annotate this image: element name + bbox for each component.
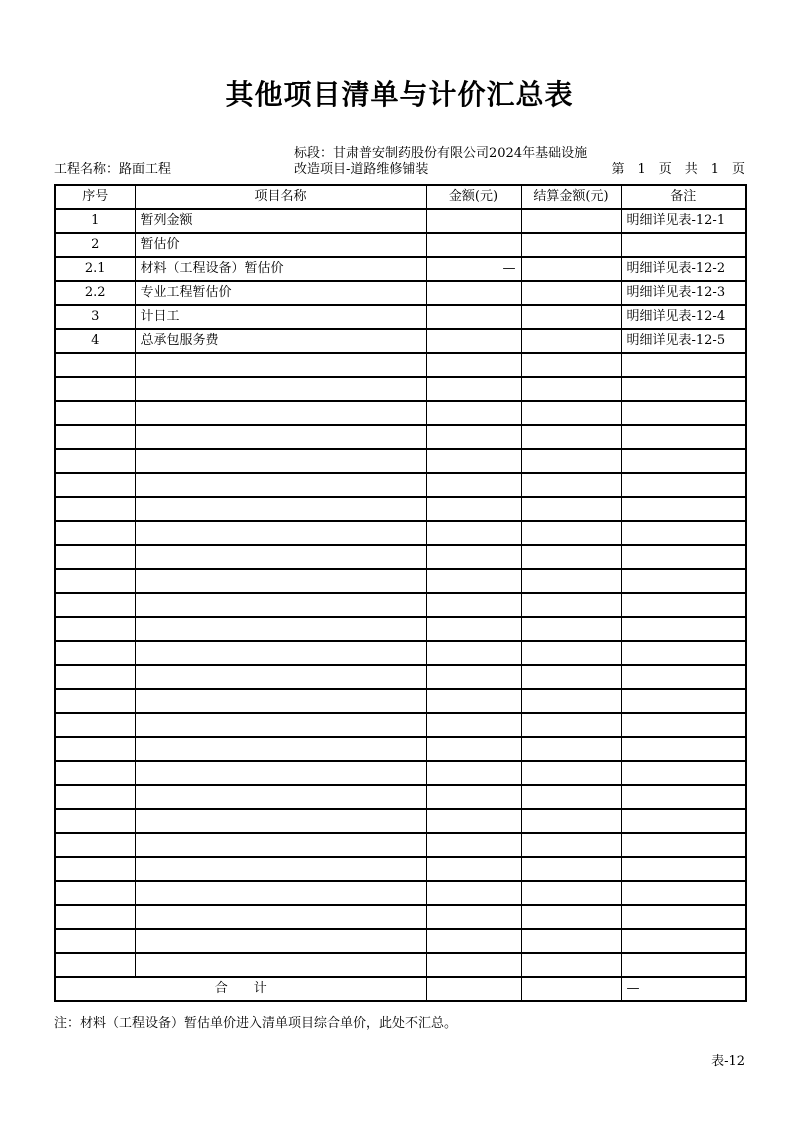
empty-row [55,761,746,785]
cell-settlement [521,617,621,641]
cell-name: 总承包服务费 [135,329,426,353]
table-row [55,257,746,281]
cell-settlement [521,953,621,977]
cell-amount [426,665,521,689]
cell-settlement [521,905,621,929]
cell-amount [426,473,521,497]
cell-note [621,953,746,977]
cell-note: 明细详见表-12-1 [621,209,746,233]
empty-row [55,377,746,401]
empty-row [55,833,746,857]
cell-name [135,689,426,713]
cell-amount [426,497,521,521]
cell-amount [426,785,521,809]
cell-amount [426,713,521,737]
cell-name [135,881,426,905]
empty-row [55,713,746,737]
cell-name [135,641,426,665]
doc-code: 表-12 [711,1054,745,1069]
empty-row [55,857,746,881]
cell-no [55,497,135,521]
empty-row [55,809,746,833]
cell-name [135,425,426,449]
empty-row [55,953,746,977]
cell-note [621,233,746,257]
cell-no: 3 [55,305,135,329]
cell-note [621,521,746,545]
cell-settlement [521,257,621,281]
cell-amount [426,857,521,881]
header-cell: 项目名称 [135,185,426,209]
empty-row [55,545,746,569]
cell-no [55,761,135,785]
cell-settlement [521,569,621,593]
cell-no [55,809,135,833]
cell-note [621,545,746,569]
cell-no [55,545,135,569]
cell-name [135,713,426,737]
cell-amount [426,281,521,305]
cell-amount [426,521,521,545]
page-indicator: 第 1 页 共 1 页 [611,162,745,177]
cell-settlement [521,353,621,377]
cell-note [621,401,746,425]
cell-note [621,593,746,617]
cell-name [135,761,426,785]
cell-name [135,785,426,809]
empty-row [55,353,746,377]
section-line-2: 改造项目-道路维修铺装 [294,162,429,177]
cell-note [621,425,746,449]
cell-note [621,449,746,473]
cell-note [621,785,746,809]
cell-settlement [521,761,621,785]
cell-amount [426,545,521,569]
cell-note: 明细详见表-12-3 [621,281,746,305]
cell-no [55,689,135,713]
cell-no [55,425,135,449]
cell-settlement [521,545,621,569]
cell-name: 专业工程暂估价 [135,281,426,305]
cell-note [621,497,746,521]
cell-settlement [521,833,621,857]
cell-note [621,665,746,689]
cell-note [621,737,746,761]
project-name: 工程名称：路面工程 [54,162,172,177]
empty-row [55,689,746,713]
empty-row [55,641,746,665]
empty-row [55,665,746,689]
table-header [55,185,746,209]
cell-amount [426,953,521,977]
empty-row [55,521,746,545]
cell-no [55,617,135,641]
cell-amount [426,761,521,785]
cell-amount [426,425,521,449]
cell-settlement [521,809,621,833]
cell-settlement [521,713,621,737]
cell-note [621,377,746,401]
header-row [55,185,746,209]
cell-note [621,713,746,737]
table-body [55,209,746,1001]
cell-name [135,665,426,689]
cell-amount [426,881,521,905]
cell-name [135,905,426,929]
cell-no [55,569,135,593]
cell-amount [426,569,521,593]
table-row [55,209,746,233]
cell-name [135,353,426,377]
empty-row [55,473,746,497]
total-label-cell: 合 计 [55,977,426,1001]
cell-settlement [521,665,621,689]
cell-no [55,833,135,857]
cell-amount [426,929,521,953]
cell-no [55,713,135,737]
cell-settlement [521,425,621,449]
cell-no [55,353,135,377]
cell-note [621,473,746,497]
cell-no [55,449,135,473]
cell-settlement [521,857,621,881]
cell-settlement [521,497,621,521]
table-meta [54,146,745,178]
cell-settlement [521,689,621,713]
table-row [55,329,746,353]
cell-amount [426,809,521,833]
cell-name [135,377,426,401]
cell-amount [426,401,521,425]
cell-no [55,665,135,689]
cell-settlement [521,401,621,425]
cell-settlement [521,329,621,353]
empty-row [55,617,746,641]
cell-amount [426,617,521,641]
cell-amount: — [426,257,521,281]
cell-no [55,401,135,425]
cell-amount [426,377,521,401]
cell-amount [426,233,521,257]
cell-note: 明细详见表-12-4 [621,305,746,329]
cell-note [621,641,746,665]
cell-no [55,785,135,809]
cell-name [135,833,426,857]
cell-no [55,521,135,545]
cell-note: — [621,977,746,1001]
cell-settlement [521,233,621,257]
cell-name: 暂列金额 [135,209,426,233]
cell-amount [426,449,521,473]
header-cell: 备注 [621,185,746,209]
cell-name [135,857,426,881]
section-line-1: 标段：甘肃普安制药股份有限公司2024年基础设施 [294,146,588,161]
cell-note [621,617,746,641]
empty-row [55,785,746,809]
cell-name [135,593,426,617]
cell-name [135,617,426,641]
cell-no [55,929,135,953]
cell-no [55,881,135,905]
header-cell: 序号 [55,185,135,209]
empty-row [55,449,746,473]
cell-note [621,353,746,377]
section-info [294,146,611,178]
cell-name [135,449,426,473]
cell-amount [426,305,521,329]
footnote: 注：材料（工程设备）暂估单价进入清单项目综合单价，此处不汇总。 [54,1016,458,1031]
cell-name [135,545,426,569]
cell-no: 4 [55,329,135,353]
total-row [55,977,746,1001]
cell-amount [426,689,521,713]
cell-no: 1 [55,209,135,233]
cell-note [621,689,746,713]
cell-note [621,809,746,833]
cell-name [135,809,426,833]
cell-note [621,569,746,593]
cell-no: 2.1 [55,257,135,281]
cell-name [135,569,426,593]
cell-settlement [521,641,621,665]
cell-settlement [521,737,621,761]
cell-name: 计日工 [135,305,426,329]
cell-settlement [521,521,621,545]
empty-row [55,425,746,449]
empty-row [55,497,746,521]
cell-no [55,905,135,929]
cell-no [55,641,135,665]
cell-amount [426,977,521,1001]
cell-note [621,761,746,785]
cell-name [135,401,426,425]
table-row [55,281,746,305]
page-title: 其他项目清单与计价汇总表 [225,78,574,111]
empty-row [55,569,746,593]
empty-row [55,881,746,905]
cell-settlement [521,377,621,401]
cell-settlement [521,305,621,329]
cell-note [621,857,746,881]
cell-no [55,737,135,761]
cell-amount [426,833,521,857]
cell-note [621,905,746,929]
cell-name [135,737,426,761]
cell-name: 材料（工程设备）暂估价 [135,257,426,281]
empty-row [55,929,746,953]
cell-settlement [521,929,621,953]
cell-note: 明细详见表-12-5 [621,329,746,353]
cell-note [621,929,746,953]
cell-no: 2 [55,233,135,257]
table-row [55,233,746,257]
cell-no [55,953,135,977]
cell-amount [426,641,521,665]
cell-amount [426,905,521,929]
cell-amount [426,329,521,353]
empty-row [55,593,746,617]
empty-row [55,401,746,425]
summary-table [54,184,747,1002]
header-cell: 结算金额(元) [521,185,621,209]
cell-name [135,929,426,953]
table-row [55,305,746,329]
empty-row [55,737,746,761]
cell-name: 暂估价 [135,233,426,257]
header-cell: 金额(元) [426,185,521,209]
cell-note [621,881,746,905]
empty-row [55,905,746,929]
cell-name [135,473,426,497]
cell-no [55,377,135,401]
cell-amount [426,353,521,377]
cell-name [135,953,426,977]
cell-settlement [521,449,621,473]
cell-settlement [521,881,621,905]
cell-no: 2.2 [55,281,135,305]
cell-no [55,473,135,497]
cell-note [621,833,746,857]
cell-settlement [521,593,621,617]
cell-settlement [521,281,621,305]
cell-settlement [521,977,621,1001]
cell-no [55,593,135,617]
cell-amount [426,737,521,761]
cell-settlement [521,785,621,809]
cell-amount [426,209,521,233]
cell-name [135,497,426,521]
cell-settlement [521,473,621,497]
cell-settlement [521,209,621,233]
cell-amount [426,593,521,617]
cell-name [135,521,426,545]
cell-no [55,857,135,881]
cell-note: 明细详见表-12-2 [621,257,746,281]
